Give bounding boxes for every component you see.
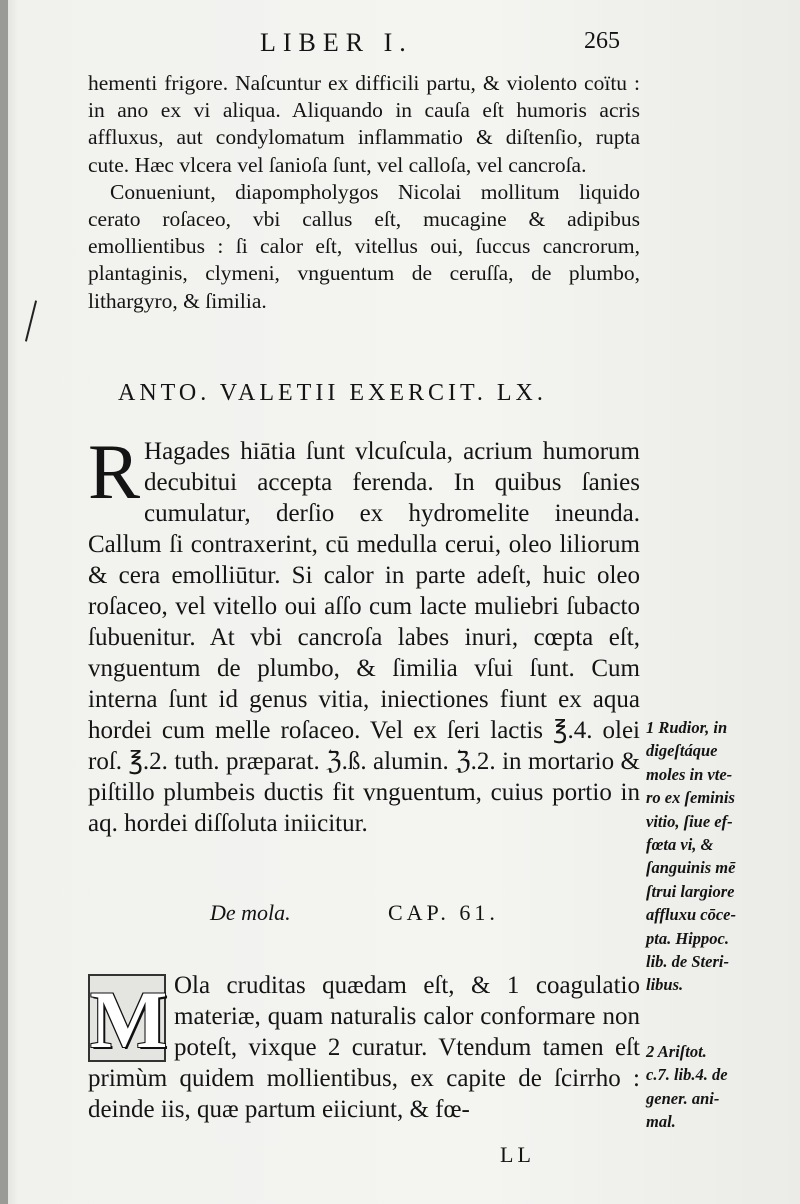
note-line: ſanguinis mē — [646, 858, 736, 878]
ornamental-drop-cap: M — [90, 974, 168, 1065]
margin-pen-mark — [25, 300, 37, 341]
chapter-heading — [210, 900, 600, 932]
note-line: gener. ani- — [646, 1088, 720, 1108]
page-gutter-shadow — [0, 0, 8, 1204]
note-line: vitio, ſiue ef- — [646, 811, 733, 831]
note-line: fœta vi, & — [646, 835, 714, 855]
running-head: LIBER I. — [260, 28, 413, 57]
paragraph: Hagades hiātia ſunt vlcuſcula, acrium humorum decubitui accepta ferenda. In quibus ſanies cumulatur, derſio ex hydromelite ineunda. Callum ſi contraxerint, cū medulla cerui, oleo liliorum & cera emolliūtur. Si calor in parte adeſt, huic oleo roſaceo, vel vitello oui aſſo cum lacte muliebri ſubacto ſubuenitur. At vbi cancroſa labes inuri, cœpta eſt, vnguentum de plumbo, & ſimilia vſui ſunt. Cum interna ſunt id genus vitia, iniectiones fiunt ex aqua hordei cum melle roſaceo. Vel ex ſeri lactis ℥.4. olei roſ. ℥.2. tuth. præparat. ℨ.ß. alumin. ℨ.2. in mortario & piſtillo plumbeis ductis fit vnguentum, cuius portio in aq. hordei diſſoluta iniicitur. — [88, 438, 640, 837]
drop-cap: R — [88, 428, 141, 515]
previous-section-text — [88, 70, 640, 315]
chapter-number: CAP. 61. — [388, 900, 499, 925]
paragraph: hementi frigore. Naſcuntur ex difficili partu, & violento coïtu : in ano ex vi aliqua. Aliquando in cauſa eſt humoris acris affluxus, aut condylomatum inflammatio & diſtenſio, rupta cute. Hæc vlcera vel ſanioſa ſunt, vel calloſa, vel cancroſa. — [88, 71, 640, 177]
note-line: pta. Hippoc. — [646, 928, 729, 948]
note-line: mal. — [646, 1112, 676, 1132]
catchword: LL — [500, 1142, 535, 1167]
paragraph: Conueniunt, diapompholygos Nicolai mollitum liquido cerato roſaceo, vbi callus eſt, mucagine & adipibus emollientibus : ſi calor eſt, vitellus oui, ſuccus cancrorum, plantaginis, clymeni, vnguentum de ceruſſa, de plumbo, lithargyro, & ſimilia. — [88, 179, 640, 313]
note-line: ſtrui largiore — [646, 881, 735, 901]
chapter-body — [88, 970, 640, 1125]
note-line: c.7. lib.4. de — [646, 1065, 728, 1085]
note-line: moles in vte- — [646, 764, 733, 784]
exercit-body — [88, 428, 640, 839]
page-header — [260, 28, 620, 64]
marginal-note-1 — [646, 716, 794, 997]
chapter-title: De mola. — [210, 900, 291, 925]
note-line: affluxu cōce- — [646, 905, 736, 925]
note-line: ro ex ſeminis — [646, 788, 735, 808]
note-line: lib. de Steri- — [646, 952, 729, 972]
note-line: libus. — [646, 975, 684, 995]
section-title: ANTO. VALETII EXERCIT. LX. — [118, 380, 547, 406]
marginal-note-2 — [646, 1040, 794, 1134]
paragraph: Ola cruditas quædam eſt, & 1 coagulatio materiæ, quam naturalis calor conformare non poteſt, vixque 2 curatur. Vtendum tamen eſt primùm quidem mollientibus, ex capite de ſcirrho : deinde iis, quæ partum eiiciunt, & fœ- — [88, 972, 640, 1123]
page-number: 265 — [584, 28, 620, 54]
note-line: digeſtáque — [646, 741, 718, 761]
note-line: 2 Ariſtot. — [646, 1042, 707, 1061]
note-line: 1 Rudior, in — [646, 718, 728, 737]
